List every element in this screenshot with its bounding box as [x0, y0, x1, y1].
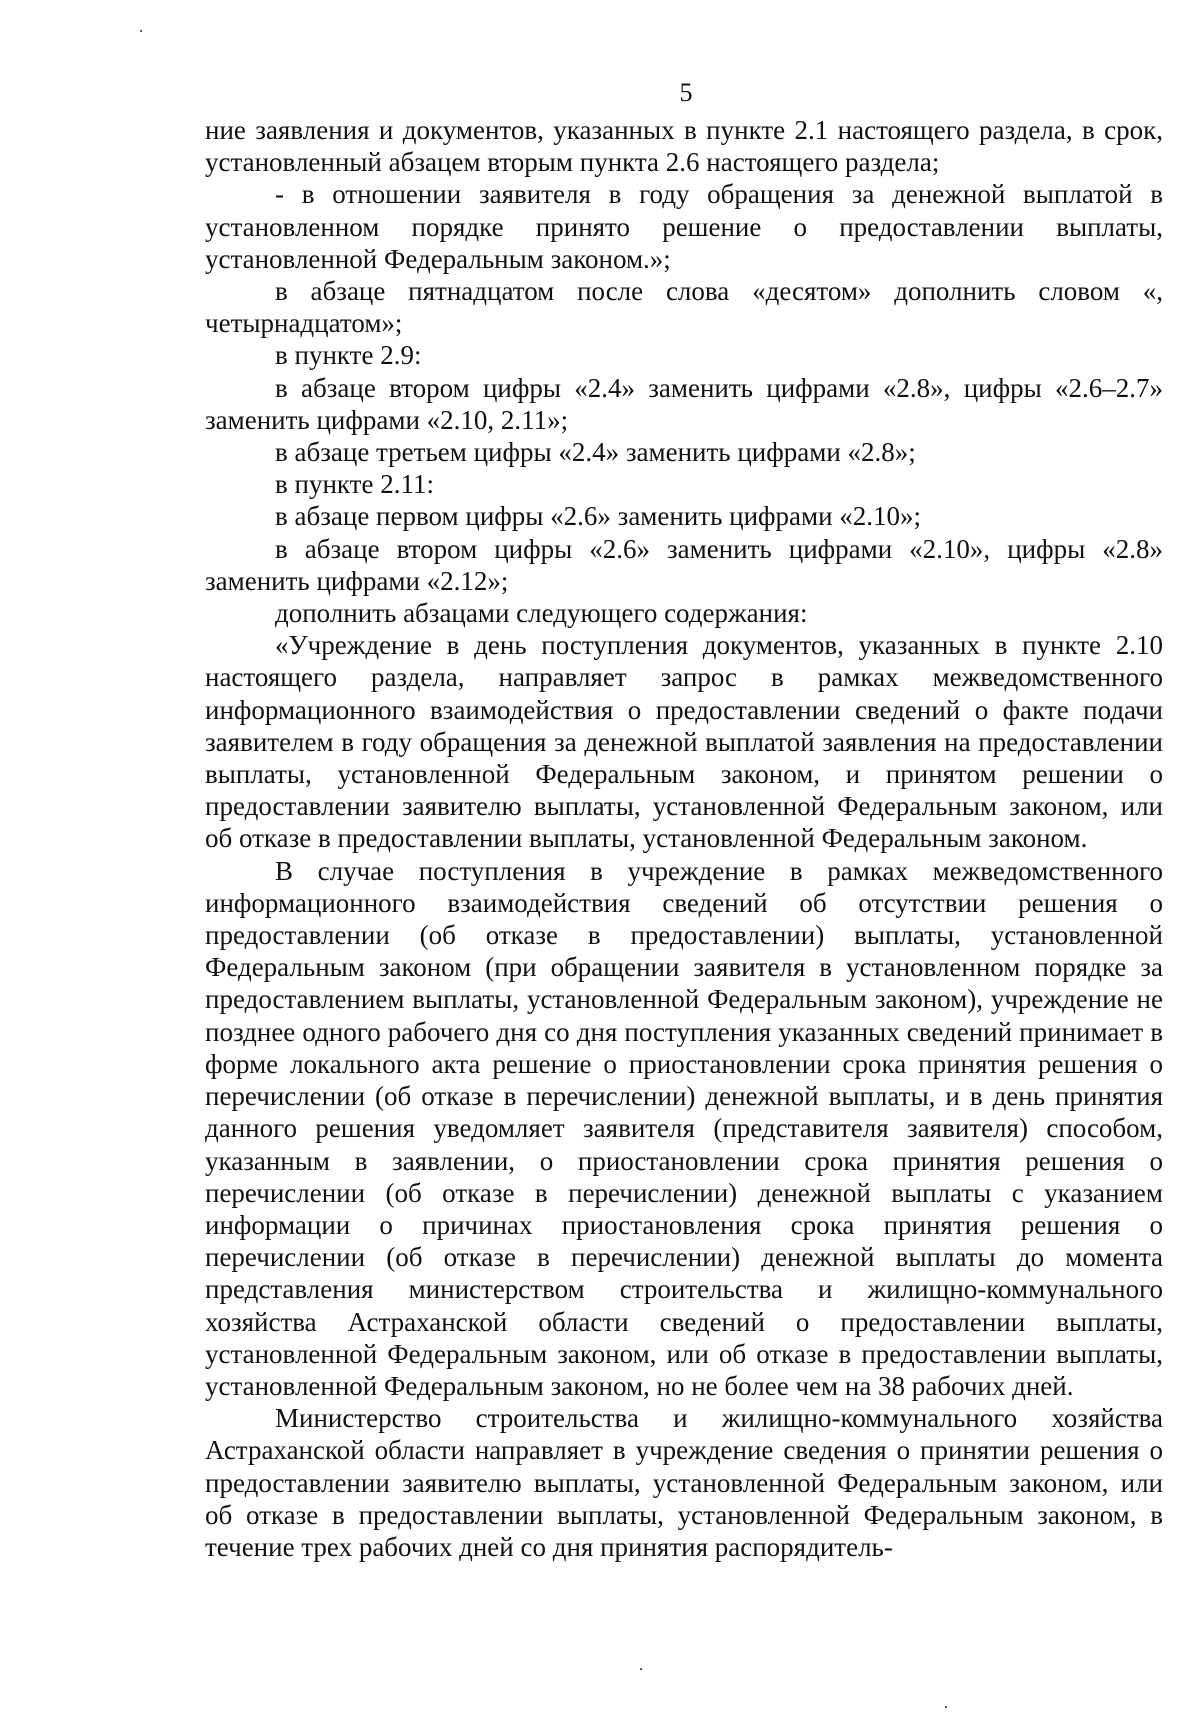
paragraph-5: в абзаце втором цифры «2.4» заменить цифрами «2.8», цифры «2.6–2.7» заменить цифрами «2.10, 2.11»; — [205, 372, 1163, 435]
paragraph-2: - в отношении заявителя в году обращения за денежной выплатой в установленном порядке принято решение о предоставлении выплаты, установленной Федеральным законом.»; — [205, 179, 1163, 274]
scan-speck — [140, 30, 142, 32]
page-number: 5 — [679, 78, 693, 107]
paragraph-12: В случае поступления в учреждение в рамках межведомственного информационного взаимодействия сведений об отсутствии решения о предоставлении (об отказе в предоставлении) выплаты, установленной Федеральным законом (при обращении заявителя в установленном порядке за предоставлением выплаты, установленной Федеральным законом), учреждение не позднее одного рабочего дня со дня поступления указанных сведений принимает в форме локального акта решение о приостановлении срока принятия решения о перечислении (об отказе в перечислении) денежной выплаты, и в день принятия данного решения уведомляет заявителя (представителя заявителя) способом, указанным в заявлении, о приостановлении срока принятия решения о перечислении (об отказе в перечислении) денежной выплаты с указанием информации о причинах приостановления срока принятия решения о перечислении (об отказе в перечислении) денежной выплаты до момента представления министерством строительства и жилищно-коммунального хозяйства Астраханской области сведений о предоставлении выплаты, установленной Федеральным законом, или об отказе в предоставлении выплаты, установленной Федеральным законом, но не более чем на 38 рабочих дней. — [205, 855, 1163, 1401]
paragraph-8: в абзаце первом цифры «2.6» заменить цифрами «2.10»; — [275, 501, 922, 532]
paragraph-1: ние заявления и документов, указанных в пункте 2.1 настоящего раздела, в срок, установленный абзацем вторым пункта 2.6 настоящего раздела; — [205, 115, 1163, 178]
paragraph-3: в абзаце пятнадцатом после слова «десятом» дополнить словом «, четырнадцатом»; — [205, 276, 1163, 339]
paragraph-4: в пункте 2.9: — [275, 340, 422, 371]
paragraph-7: в пункте 2.11: — [275, 469, 434, 500]
document-body — [205, 114, 1163, 1563]
paragraph-6: в абзаце третьем цифры «2.4» заменить цифрами «2.8»; — [275, 437, 916, 468]
paragraph-10: дополнить абзацами следующего содержания: — [275, 598, 808, 629]
scan-speck — [945, 1706, 947, 1708]
paragraph-9: в абзаце втором цифры «2.6» заменить цифрами «2.10», цифры «2.8» заменить цифрами «2.12»; — [205, 533, 1163, 596]
scan-speck — [640, 1668, 642, 1670]
paragraph-13: Министерство строительства и жилищно-коммунального хозяйства Астраханской области направляет в учреждение сведения о принятии решения о предоставлении заявителю выплаты, установленной Федеральным законом, или об отказе в предоставлении выплаты, установленной Федеральным законом, в течение трех рабочих дней со дня принятия распорядитель- — [205, 1403, 1163, 1562]
paragraph-11: «Учреждение в день поступления документов, указанных в пункте 2.10 настоящего раздела, направляет запрос в рамках межведомственного информационного взаимодействия о предоставлении сведений о факте подачи заявителем в году обращения за денежной выплатой заявления на предоставлении выплаты, установленной Федеральным законом, и принятом решении о предоставлении заявителю выплаты, установленной Федеральным законом, или об отказе в предоставлении выплаты, установленной Федеральным законом. — [205, 630, 1163, 854]
